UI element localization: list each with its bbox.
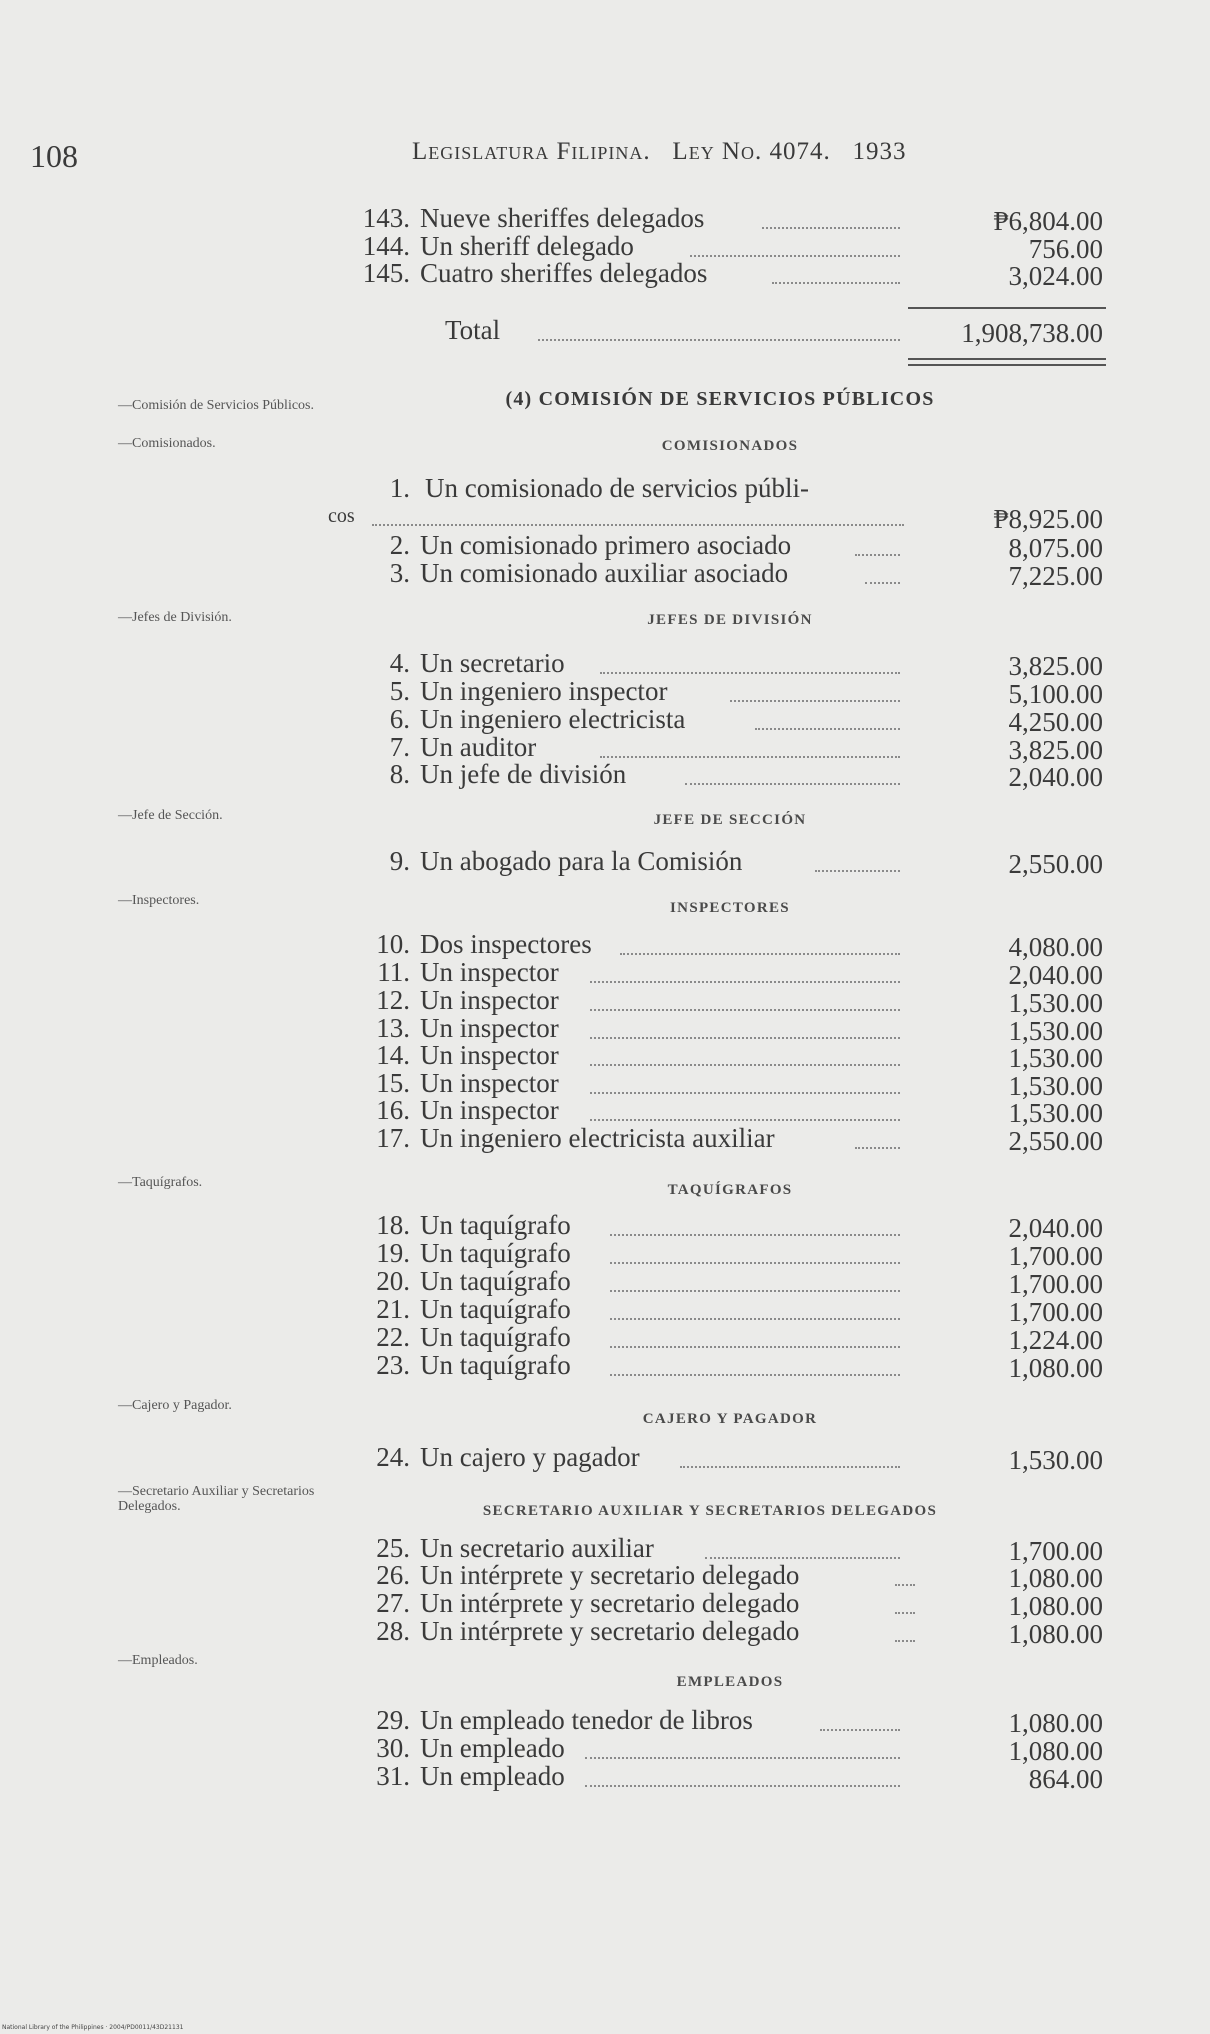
item-amount: 1,080.00	[1008, 1619, 1103, 1649]
margin-note-cajero: —Cajero y Pagador.	[118, 1398, 232, 1413]
item-text: Cuatro sheriffes delegados	[420, 258, 708, 288]
item-number: 11.	[377, 957, 410, 987]
item-amount: 1,080.00	[1008, 1736, 1103, 1766]
subsection-inspectores: INSPECTORES	[670, 900, 790, 916]
item-number: 26.	[376, 1560, 410, 1590]
item-leader	[590, 1009, 900, 1011]
item-number: 31.	[376, 1761, 410, 1791]
header-year: 1933	[852, 138, 907, 165]
subsection-taquigrafos: TAQUÍGRAFOS	[667, 1182, 793, 1198]
subsection-jefe-seccion: JEFE DE SECCIÓN	[653, 812, 807, 828]
item-leader	[610, 1374, 900, 1376]
item-text: Un secretario	[420, 648, 565, 678]
item-amount: 3,825.00	[1008, 651, 1103, 681]
item-leader	[815, 870, 900, 872]
item-1-continuation: cos	[328, 505, 355, 527]
item-amount: 8,075.00	[1008, 533, 1103, 563]
margin-note-comisionados: —Comisionados.	[118, 436, 216, 451]
item-leader	[755, 728, 900, 730]
item-amount: 4,250.00	[1008, 707, 1103, 737]
item-amount: 3,825.00	[1008, 735, 1103, 765]
item-leader	[610, 1346, 900, 1348]
item-number: 3.	[389, 558, 410, 588]
item-number: 4.	[389, 648, 410, 678]
item-leader	[590, 981, 900, 983]
item-1-leader	[372, 524, 904, 526]
subsection-cajero: CAJERO Y PAGADOR	[642, 1411, 818, 1427]
item-leader	[865, 582, 900, 584]
item-leader	[855, 1147, 900, 1149]
item-number: 5.	[389, 676, 410, 706]
item-amount: 3,024.00	[1008, 261, 1103, 291]
item-text: Un taquígrafo	[420, 1322, 571, 1352]
item-amount: 1,530.00	[1008, 1098, 1103, 1128]
item-amount: ₱6,804.00	[993, 206, 1103, 236]
item-number: 14.	[376, 1040, 410, 1070]
item-number: 21.	[376, 1294, 410, 1324]
item-leader	[610, 1290, 900, 1292]
item-number: 12.	[376, 985, 410, 1015]
item-amount: 1,080.00	[1008, 1708, 1103, 1738]
item-leader	[590, 1037, 900, 1039]
item-amount: 1,530.00	[1008, 1071, 1103, 1101]
item-text: Un inspector	[420, 1068, 559, 1098]
page-number: 108	[30, 138, 78, 174]
item-text: Un comisionado de servicios públi-	[425, 473, 809, 503]
subsection-jefes-division: JEFES DE DIVISIÓN	[647, 612, 813, 628]
margin-note-inspectores: —Inspectores.	[118, 893, 200, 908]
running-header	[412, 138, 907, 166]
item-leader	[590, 1119, 900, 1121]
item-leader	[600, 672, 900, 674]
item-number: 9.	[389, 846, 410, 876]
item-amount: 1,700.00	[1008, 1536, 1103, 1566]
item-amount: 1,700.00	[1008, 1297, 1103, 1327]
margin-note-empleados: —Empleados.	[118, 1653, 198, 1668]
item-1-amount: ₱8,925.00	[993, 504, 1103, 534]
item-amount: 2,550.00	[1008, 1126, 1103, 1156]
item-leader	[590, 1064, 900, 1066]
item-text: Un taquígrafo	[420, 1238, 571, 1268]
item-leader	[585, 1785, 900, 1787]
item-amount: 1,700.00	[1008, 1241, 1103, 1271]
item-text: Un cajero y pagador	[420, 1442, 640, 1472]
item-number: 23.	[376, 1350, 410, 1380]
item-number: 8.	[389, 759, 410, 789]
item-amount: 2,040.00	[1008, 1213, 1103, 1243]
item-leader	[730, 700, 900, 702]
item-amount: 7,225.00	[1008, 561, 1103, 591]
item-number: 17.	[376, 1123, 410, 1153]
item-leader	[685, 783, 900, 785]
item-text: Un taquígrafo	[420, 1294, 571, 1324]
item-leader	[855, 554, 900, 556]
item-text: Un intérprete y secretario delegado	[420, 1560, 800, 1590]
item-amount: 1,530.00	[1008, 1016, 1103, 1046]
item-text: Un inspector	[420, 957, 559, 987]
total-amount: 1,908,738.00	[961, 318, 1103, 348]
item-number: 1.	[389, 473, 410, 503]
item-amount: 2,550.00	[1008, 849, 1103, 879]
item-amount: 1,530.00	[1008, 988, 1103, 1018]
item-number: 145.	[362, 258, 410, 288]
item-text: Un comisionado auxiliar asociado	[420, 558, 789, 588]
margin-note-jefe-seccion: —Jefe de Sección.	[118, 808, 223, 823]
item-amount: 1,080.00	[1008, 1353, 1103, 1383]
item-number: 25.	[376, 1533, 410, 1563]
item-text: Un inspector	[420, 1040, 559, 1070]
item-amount: 1,530.00	[1008, 1445, 1103, 1475]
item-amount: 2,040.00	[1008, 762, 1103, 792]
item-text: Un intérprete y secretario delegado	[420, 1616, 800, 1646]
item-amount: 1,080.00	[1008, 1563, 1103, 1593]
item-text: Un taquígrafo	[420, 1350, 571, 1380]
item-text: Dos inspectores	[420, 929, 592, 959]
item-amount: 756.00	[1028, 234, 1103, 264]
item-amount: 4,080.00	[1008, 932, 1103, 962]
item-amount: 2,040.00	[1008, 960, 1103, 990]
item-number: 18.	[376, 1210, 410, 1240]
item-text: Un taquígrafo	[420, 1210, 571, 1240]
subsection-empleados: EMPLEADOS	[676, 1674, 784, 1690]
item-text: Un ingeniero electricista auxiliar	[420, 1123, 775, 1153]
item-amount: 1,530.00	[1008, 1043, 1103, 1073]
item-leader	[820, 1729, 900, 1731]
item-number: 13.	[376, 1013, 410, 1043]
margin-note-taquigrafos: —Taquígrafos.	[118, 1175, 203, 1190]
item-number: 2.	[389, 530, 410, 560]
item-text: Un taquígrafo	[420, 1266, 571, 1296]
item-text: Un inspector	[420, 1095, 559, 1125]
item-leader	[895, 1612, 915, 1614]
item-number: 15.	[376, 1068, 410, 1098]
item-number: 143.	[362, 203, 410, 233]
item-number: 24.	[376, 1442, 410, 1472]
item-number: 7.	[389, 732, 410, 762]
item-amount: 1,700.00	[1008, 1269, 1103, 1299]
item-text: Un auditor	[420, 732, 537, 762]
item-number: 144.	[362, 231, 410, 261]
item-text: Un inspector	[420, 985, 559, 1015]
header-law: Ley No. 4074.	[672, 138, 831, 165]
item-text: Un ingeniero inspector	[420, 676, 668, 706]
item-number: 28.	[376, 1616, 410, 1646]
header-title: Legislatura Filipina.	[412, 138, 651, 165]
item-amount: 5,100.00	[1008, 679, 1103, 709]
item-text: Un empleado	[420, 1733, 565, 1763]
item-leader	[590, 1092, 900, 1094]
item-leader	[600, 756, 900, 758]
total-double-rule-1	[908, 358, 1106, 360]
total-double-rule-2	[908, 364, 1106, 366]
item-text: Un empleado	[420, 1761, 565, 1791]
item-number: 22.	[376, 1322, 410, 1352]
item-leader	[690, 255, 900, 257]
item-number: 10.	[376, 929, 410, 959]
item-leader	[610, 1234, 900, 1236]
subsection-secretarios: SECRETARIO AUXILIAR Y SECRETARIOS DELEGADOS	[482, 1503, 938, 1519]
item-text: Un ingeniero electricista	[420, 704, 686, 734]
total-label: Total	[445, 315, 501, 345]
item-number: 20.	[376, 1266, 410, 1296]
item-leader	[610, 1262, 900, 1264]
item-number: 19.	[376, 1238, 410, 1268]
margin-note-jefes-division: —Jefes de División.	[118, 610, 232, 625]
item-text: Un secretario auxiliar	[420, 1533, 654, 1563]
item-text: Un inspector	[420, 1013, 559, 1043]
margin-note-secretarios: —Secretario Auxiliar y Secretarios Delegados.	[118, 1484, 315, 1514]
item-number: 30.	[376, 1733, 410, 1763]
item-leader	[680, 1466, 900, 1468]
section-title: (4) COMISIÓN DE SERVICIOS PÚBLICOS	[505, 388, 935, 410]
item-text: Un abogado para la Comisión	[420, 846, 743, 876]
item-leader	[895, 1584, 915, 1586]
item-leader	[585, 1757, 900, 1759]
total-rule	[908, 307, 1106, 309]
item-text: Un comisionado primero asociado	[420, 530, 792, 560]
item-number: 29.	[376, 1705, 410, 1735]
item-number: 27.	[376, 1588, 410, 1618]
item-text: Un intérprete y secretario delegado	[420, 1588, 800, 1618]
item-text: Un empleado tenedor de libros	[420, 1705, 753, 1735]
margin-note-comision: —Comisión de Servicios Públicos.	[118, 398, 314, 413]
item-number: 16.	[376, 1095, 410, 1125]
item-leader	[772, 282, 900, 284]
item-text: Nueve sheriffes delegados	[420, 203, 705, 233]
item-leader	[895, 1640, 915, 1642]
item-amount: 1,224.00	[1008, 1325, 1103, 1355]
item-number: 6.	[389, 704, 410, 734]
total-leader	[538, 339, 900, 341]
item-text: Un jefe de división	[420, 759, 627, 789]
subsection-comisionados: COMISIONADOS	[661, 438, 799, 454]
footer-credit: National Library of the Philippines · 2004/PD0011/43D21131	[2, 2024, 184, 2031]
item-leader	[762, 227, 900, 229]
item-leader	[610, 1318, 900, 1320]
item-leader	[620, 953, 900, 955]
item-text: Un sheriff delegado	[420, 231, 634, 261]
item-amount: 1,080.00	[1008, 1591, 1103, 1621]
item-leader	[705, 1557, 900, 1559]
item-amount: 864.00	[1028, 1764, 1103, 1794]
